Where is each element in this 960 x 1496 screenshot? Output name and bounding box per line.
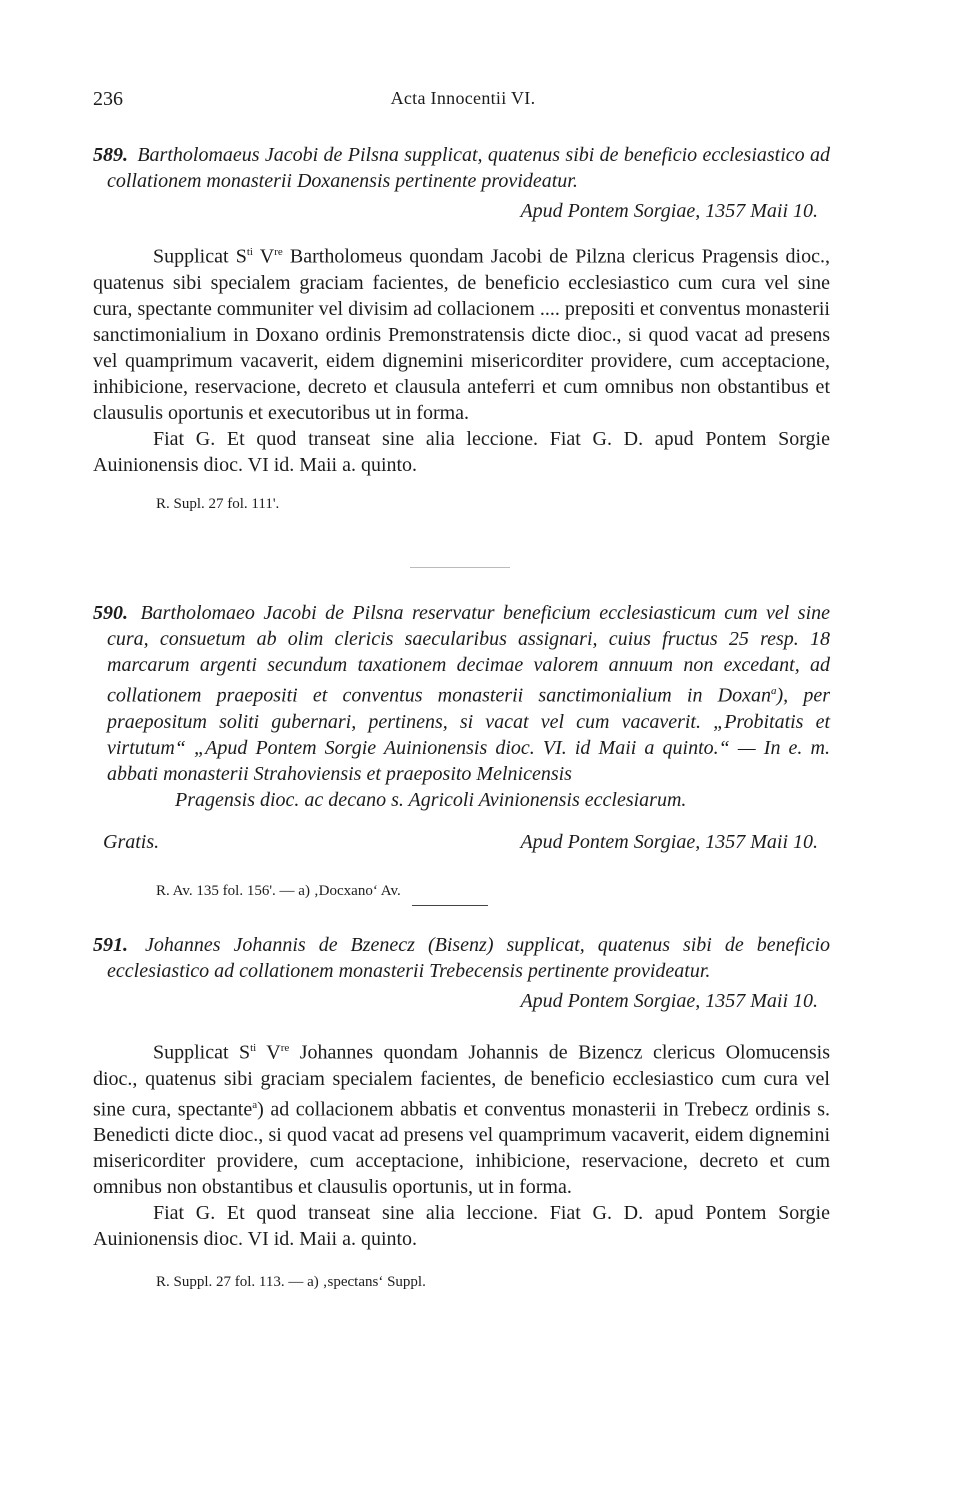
- entry-summary: [93, 142, 830, 194]
- page-header: [93, 88, 833, 118]
- entry-reference: R. Av. 135 fol. 156'. — a) ‚Docxano‘ Av.: [156, 882, 401, 899]
- entry-body: [93, 1035, 830, 1200]
- body-text: V: [256, 1041, 281, 1064]
- summary-text: Bartholomaeo Jacobi de Pilsna reservatur beneficium ecclesiasticum cum vel sine cura, consuetum ab olim clericis saecularibus assignari, cuius fructus 25 resp. 18 marcarum argenti secundum taxationem decimae valorem annuum non excedant, ad collationem praepositi et conventus monasterii sanctimonialium in Doxan: [107, 602, 831, 707]
- superscript: re: [274, 246, 283, 258]
- entry-589: [93, 142, 830, 513]
- entry-body-fiat: Fiat G. Et quod transeat sine alia leccione. Fiat G. D. apud Pontem Sorgie Auinionensis dioc. VI id. Maii a. quinto.: [93, 427, 830, 476]
- entry-date: Apud Pontem Sorgiae, 1357 Maii 10.: [520, 990, 818, 1012]
- entry-reference: R. Suppl. 27 fol. 113. — a) ‚spectans‘ Suppl.: [156, 1274, 426, 1291]
- superscript: ti: [250, 1042, 257, 1054]
- body-text: Supplicat S: [153, 245, 247, 268]
- entry-summary: [93, 932, 830, 984]
- body-text: ) ad collacionem abbatis et conventus monasterii in Trebecz ordinis s. Benedicti dicte dioc., si quod vacat ad presens vel quamprimum vacaverit, eidem dignemini misericorditer providere, cum acceptacione, inhibicione, reservacione, decreto et cum omnibus non obstantibus et clausulis oportunis, ut in forma.: [93, 1098, 830, 1199]
- entry-date: Apud Pontem Sorgiae, 1357 Maii 10.: [520, 200, 818, 222]
- body-text: V: [252, 245, 275, 268]
- divider: [412, 905, 488, 906]
- superscript: re: [280, 1042, 290, 1054]
- gratis-label: Gratis.: [103, 830, 160, 853]
- body-text: Supplicat S: [153, 1041, 251, 1064]
- summary-text: Johannes Johannis de Bzenecz (Bisenz) supplicat, quatenus sibi de beneficio ecclesiastico ad collationem monasterii Trebecensis pertinente provideatur.: [107, 934, 831, 982]
- entry-591: [93, 932, 830, 1291]
- page-number: 236: [93, 88, 123, 110]
- superscript: ti: [246, 246, 253, 258]
- entry-reference: R. Supl. 27 fol. 111'.: [156, 495, 280, 512]
- gratis-row: [93, 831, 830, 861]
- entry-summary: [93, 600, 830, 787]
- body-text: Bartholomeus quondam Jacobi de Pilzna clericus Pragensis dioc., quatenus sibi specialem graciam facientes, de beneficio ecclesiastico cum cura vel sine cura, spectante communiter vel divisim ad collacionem .... prepositi et conventus monasterii sanctimonialium in Doxano ordinis Premonstratensis dicte dioc., si quod vacat ad presens vel quamprimum vacaverit, eidem dignemini misericorditer providere, cum acceptacione, inhibicione, reservacione, decreto et clausula anteferri et cum omnibus non obstantibus et clausulis oportunis et executoribus ut in forma.: [93, 245, 830, 424]
- footnote-marker: a: [252, 1098, 258, 1111]
- entry-590: [93, 600, 830, 900]
- entry-number: 590.: [93, 602, 128, 624]
- running-title: Acta Innocentii VI.: [390, 88, 536, 108]
- summary-text: Bartholomaeus Jacobi de Pilsna supplicat, quatenus sibi de beneficio ecclesiastico ad collationem monasterii Doxanensis pertinente provideatur.: [107, 144, 830, 192]
- entry-body-fiat: Fiat G. Et quod transeat sine alia leccione. Fiat G. D. apud Pontem Sorgie Auinionensis dioc. VI id. Maii a. quinto.: [93, 1202, 830, 1251]
- entry-number: 591.: [93, 934, 128, 956]
- footnote-marker: a: [770, 685, 777, 697]
- entry-body: [93, 239, 830, 426]
- summary-text: ), per praepositum soliti gubernari, pertinens, si vacat vel cum vacaverit. „Probitatis et virtutum“ „Apud Pontem Sorgie Auinionensis dioc. VI. id Maii a quinto.“ — In e. m. abbati monasterii Strahoviensis et praeposito Melnicensis: [107, 684, 830, 785]
- summary-tail: Pragensis dioc. ac decano s. Agricoli Avinionensis ecclesiarum.: [175, 788, 687, 811]
- entry-date: Apud Pontem Sorgiae, 1357 Maii 10.: [520, 830, 818, 853]
- entry-number: 589.: [93, 144, 128, 166]
- divider: [410, 567, 510, 568]
- body-text: Johannes quondam Johannis de Bizencz clericus Olomucensis dioc., quatenus sibi graciam specialem facientes, de beneficio ecclesiastico cum cura vel sine cura, spectante: [93, 1041, 831, 1121]
